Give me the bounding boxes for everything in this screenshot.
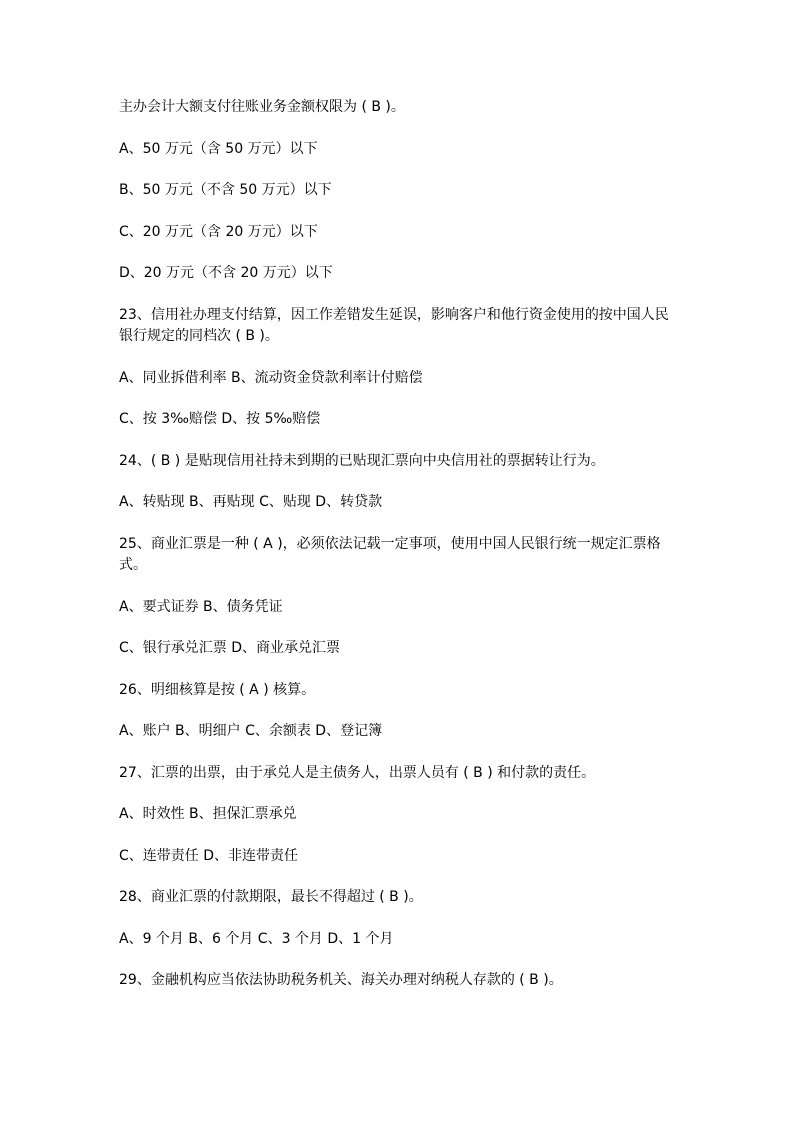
question-22-stem: 主办会计大额支付往账业务金额权限为 ( B )。 [119,99,405,115]
question-29-stem: 29、金融机构应当依法协助税务机关、海关办理对纳税人存款的 ( B )。 [119,972,563,988]
question-28-stem: 28、商业汇票的付款期限，最长不得超过 ( B )。 [119,889,423,905]
question-27-stem: 27、汇票的出票，由于承兑人是主债务人，出票人员有 ( B ) 和付款的责任。 [119,765,596,781]
question-24-options: A、转贴现 B、再贴现 C、贴现 D、转贷款 [119,494,383,510]
question-26-stem: 26、明细核算是按 ( A ) 核算。 [119,682,316,698]
question-22-option-c: C、20 万元（含 20 万元）以下 [119,224,318,240]
question-27-options-ab: A、时效性 B、担保汇票承兑 [119,806,297,822]
question-25-options-ab: A、要式证券 B、债务凭证 [119,599,283,615]
question-23-stem-line-2: 银行规定的同档次 ( B )。 [119,328,279,344]
question-27-options-cd: C、连带责任 D、非连带责任 [119,848,299,864]
question-26-options: A、账户 B、明细户 C、余额表 D、登记簿 [119,723,383,739]
question-23-options-cd: C、按 3‰赔偿 D、按 5‰赔偿 [119,411,321,427]
question-22-option-d: D、20 万元（不含 20 万元）以下 [119,265,333,281]
question-25-stem-line-2: 式。 [119,557,147,573]
question-22-option-b: B、50 万元（不含 50 万元）以下 [119,182,332,198]
question-25-options-cd: C、银行承兑汇票 D、商业承兑汇票 [119,640,341,656]
question-28-options: A、9 个月 B、6 个月 C、3 个月 D、1 个月 [119,931,394,947]
question-23-stem-line-1: 23、信用社办理支付结算，因工作差错发生延误，影响客户和他行资金使用的按中国人民 [119,307,669,323]
question-23-options-ab: A、同业拆借利率 B、流动资金贷款利率计付赔偿 [119,370,423,386]
question-25-stem-line-1: 25、商业汇票是一种 ( A )，必须依法记载一定事项，使用中国人民银行统一规定汇票格 [119,536,661,552]
question-24-stem: 24、( B ) 是贴现信用社持未到期的已贴现汇票向中央信用社的票据转让行为。 [119,453,605,469]
question-22-option-a: A、50 万元（含 50 万元）以下 [119,141,318,157]
